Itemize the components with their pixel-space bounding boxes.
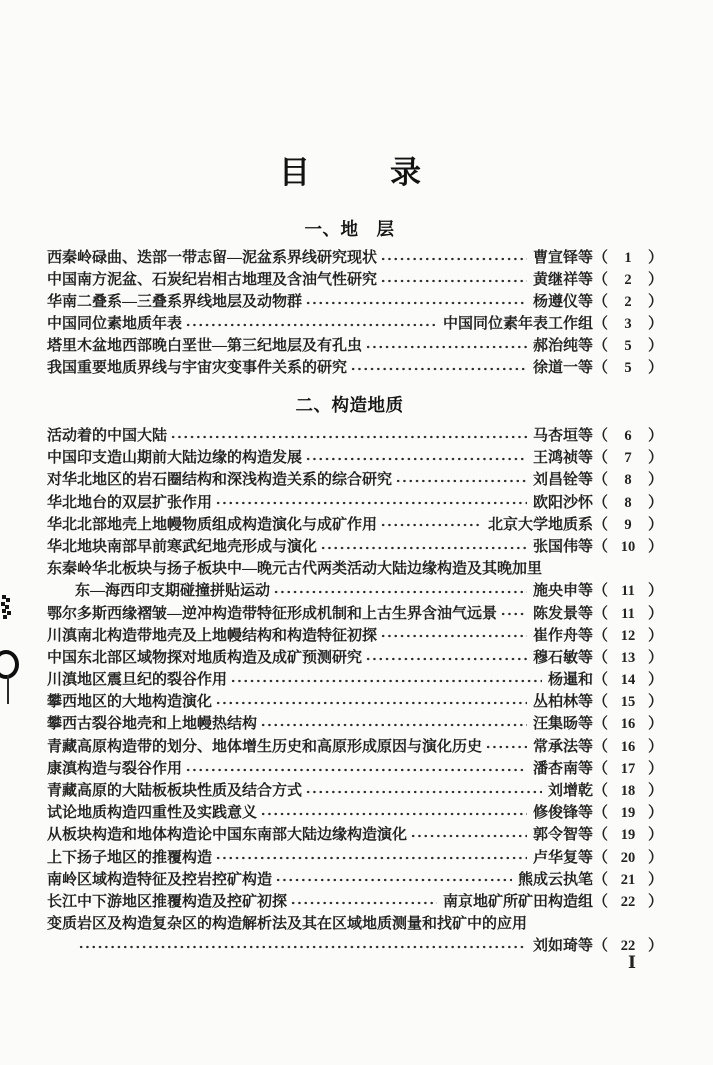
toc-entry xyxy=(47,269,663,291)
dot-leader xyxy=(365,647,527,669)
paren-open-icon: （ xyxy=(593,649,609,666)
paren-close-icon: ） xyxy=(647,294,663,310)
entry-page xyxy=(593,357,663,379)
entry-title: 川滇地区震旦纪的裂谷作用 xyxy=(47,672,228,689)
page-title-char-left: 目 xyxy=(279,155,310,190)
page-number: 22 xyxy=(620,893,636,910)
entry-page xyxy=(593,514,663,536)
dot-leader xyxy=(305,780,542,802)
page-number: 19 xyxy=(620,827,636,844)
entry-page xyxy=(593,824,663,846)
entry-title: 我国重要地质界线与宇宙灾变事件关系的研究 xyxy=(47,360,348,376)
page-number: 18 xyxy=(620,783,636,799)
toc-entry xyxy=(47,558,663,580)
toc-entry xyxy=(47,869,663,891)
entry-author: 北京大学地质系 xyxy=(487,516,593,533)
page-number: 15 xyxy=(620,694,636,711)
paren-open-icon: （ xyxy=(593,938,609,955)
entry-title: 试论地质构造四重性及实践意义 xyxy=(47,805,258,822)
paren-close-icon: ） xyxy=(647,760,663,777)
dot-leader xyxy=(215,492,527,514)
page-number: 19 xyxy=(620,805,636,822)
dot-leader xyxy=(275,869,512,891)
entry-page xyxy=(593,713,663,735)
toc-entry xyxy=(47,713,663,735)
paren-close-icon: ） xyxy=(647,250,663,266)
paren-close-icon: ） xyxy=(647,893,663,910)
paren-close-icon: ） xyxy=(647,472,663,489)
paren-open-icon: （ xyxy=(593,849,609,866)
entry-title: 东—海西印支期碰撞拼贴运动 xyxy=(75,583,271,600)
entry-author: 黄继祥等 xyxy=(532,272,593,288)
entry-page xyxy=(593,647,663,669)
entry-page xyxy=(593,736,663,758)
paren-open-icon: （ xyxy=(593,294,609,310)
page-number: 22 xyxy=(620,938,636,955)
entry-author: 汪集旸等 xyxy=(532,716,593,733)
paren-close-icon: ） xyxy=(647,272,663,288)
entry-author: 王鸿祯等 xyxy=(532,450,593,467)
entry-title: 中国东北部区域物探对地质构造及成矿预测研究 xyxy=(47,649,363,666)
dot-leader xyxy=(78,935,527,957)
entry-author: 杨遵仪等 xyxy=(532,294,593,310)
paren-close-icon: ） xyxy=(647,360,663,376)
entry-title: 活动着的中国大陆 xyxy=(47,428,168,444)
folio-page-number: I xyxy=(628,953,636,973)
dot-leader xyxy=(185,313,437,335)
page-number: 6 xyxy=(624,428,632,444)
dot-leader xyxy=(365,335,527,357)
entry-title: 中国印支造山期前大陆边缘的构造发展 xyxy=(47,450,303,467)
entry-list-tectonics xyxy=(47,425,663,958)
dot-leader xyxy=(260,713,527,735)
dot-leader xyxy=(170,425,527,447)
page-number: 1 xyxy=(624,250,632,266)
page-number: 11 xyxy=(621,583,635,600)
page-number: 17 xyxy=(620,760,636,777)
paren-close-icon: ） xyxy=(647,871,663,888)
paren-open-icon: （ xyxy=(593,272,609,288)
toc-entry xyxy=(47,847,663,869)
page-number: 20 xyxy=(620,849,636,866)
page-number: 7 xyxy=(624,450,632,467)
entry-author: 郝治纯等 xyxy=(532,338,593,354)
entry-title: 鄂尔多斯西缘褶皱—逆冲构造带特征形成机制和上古生界含油气远景 xyxy=(47,605,498,622)
entry-title: 攀西地区的大地构造演化 xyxy=(47,694,213,711)
paren-open-icon: （ xyxy=(593,250,609,266)
entry-author: 施央申等 xyxy=(532,583,593,600)
entry-page xyxy=(593,580,663,602)
paren-open-icon: （ xyxy=(593,871,609,888)
paren-open-icon: （ xyxy=(593,805,609,822)
paren-close-icon: ） xyxy=(647,605,663,622)
toc-entry xyxy=(47,580,663,602)
section-heading-stratigraphy: 一、地 层 xyxy=(304,219,395,239)
entry-author: 徐道一等 xyxy=(532,360,593,376)
paren-open-icon: （ xyxy=(593,428,609,444)
toc-entry xyxy=(47,425,663,447)
paren-close-icon: ） xyxy=(647,849,663,866)
entry-title: 东秦岭华北板块与扬子板块中—晚元古代两类活动大陆边缘构造及其晚加里 xyxy=(47,561,543,578)
page-number: 8 xyxy=(624,494,632,511)
entry-title: 长江中下游地区推覆构造及控矿初探 xyxy=(47,893,288,910)
entry-title: 塔里木盆地西部晚白垩世—第三纪地层及有孔虫 xyxy=(47,338,363,354)
paren-close-icon: ） xyxy=(647,649,663,666)
dot-leader xyxy=(305,291,527,313)
toc-entry xyxy=(47,736,663,758)
entry-page xyxy=(593,758,663,780)
page-number: 3 xyxy=(624,316,632,332)
entry-page xyxy=(593,780,663,802)
paren-close-icon: ） xyxy=(647,450,663,467)
paren-open-icon: （ xyxy=(593,360,609,376)
toc-entry xyxy=(47,647,663,669)
paren-open-icon: （ xyxy=(593,738,609,755)
page-number: 11 xyxy=(621,605,635,622)
page-number: 16 xyxy=(620,738,636,755)
toc-entry xyxy=(47,492,663,514)
toc-entry xyxy=(47,335,663,357)
paren-close-icon: ） xyxy=(647,627,663,644)
entry-title: 南岭区域构造特征及控岩控矿构造 xyxy=(47,871,273,888)
toc-entry xyxy=(47,291,663,313)
entry-author: 杨暹和 xyxy=(547,672,593,689)
entry-author: 南京地矿所矿田构造组 xyxy=(442,893,593,910)
paren-close-icon: ） xyxy=(647,738,663,755)
paren-open-icon: （ xyxy=(593,450,609,467)
page-number: 14 xyxy=(620,672,636,689)
entry-page xyxy=(593,691,663,713)
entry-author: 修俊锋等 xyxy=(532,805,593,822)
dot-leader xyxy=(500,603,527,625)
paren-open-icon: （ xyxy=(593,472,609,489)
entry-author: 曹宣铎等 xyxy=(532,250,593,266)
entry-author: 刘如琦等 xyxy=(532,938,593,955)
toc-entry xyxy=(47,691,663,713)
entry-title: 康滇构造与裂谷作用 xyxy=(47,760,183,777)
entry-author: 崔作舟等 xyxy=(532,627,593,644)
dot-leader xyxy=(230,669,542,691)
entry-page xyxy=(593,291,663,313)
toc-entry xyxy=(47,758,663,780)
dot-leader xyxy=(395,469,527,491)
toc-entry xyxy=(47,469,663,491)
dot-leader xyxy=(380,514,482,536)
page-title-char-right: 录 xyxy=(390,155,421,190)
page-number: 21 xyxy=(620,871,636,888)
entry-page xyxy=(593,247,663,269)
entry-title: 上下扬子地区的推覆构造 xyxy=(47,849,213,866)
paren-close-icon: ） xyxy=(647,938,663,955)
paren-open-icon: （ xyxy=(593,893,609,910)
entry-page xyxy=(593,891,663,913)
section-heading-tectonics: 二、构造地质 xyxy=(295,395,404,415)
page-number: 2 xyxy=(624,272,632,288)
page-number: 9 xyxy=(624,516,632,533)
entry-author: 常承法等 xyxy=(532,738,593,755)
entry-author: 潘杏南等 xyxy=(532,760,593,777)
entry-page xyxy=(593,447,663,469)
paren-open-icon: （ xyxy=(593,605,609,622)
entry-page xyxy=(593,313,663,335)
paren-close-icon: ） xyxy=(647,494,663,511)
paren-open-icon: （ xyxy=(593,538,609,555)
entry-author: 丛柏林等 xyxy=(532,694,593,711)
paren-open-icon: （ xyxy=(593,783,609,799)
paren-open-icon: （ xyxy=(593,760,609,777)
paren-close-icon: ） xyxy=(647,672,663,689)
entry-author: 刘增乾 xyxy=(547,783,593,799)
dot-leader xyxy=(380,269,527,291)
entry-page xyxy=(593,469,663,491)
page-number: 10 xyxy=(620,538,636,555)
toc-entry xyxy=(47,313,663,335)
dot-leader xyxy=(185,758,527,780)
entry-author: 刘昌铨等 xyxy=(532,472,593,489)
paren-open-icon: （ xyxy=(593,338,609,354)
paren-close-icon: ） xyxy=(647,694,663,711)
section-stratigraphy xyxy=(0,220,713,379)
entry-page xyxy=(593,847,663,869)
dot-leader xyxy=(320,536,527,558)
toc-entry xyxy=(47,891,663,913)
paren-open-icon: （ xyxy=(593,827,609,844)
paren-open-icon: （ xyxy=(593,716,609,733)
entry-title: 中国同位素地质年表 xyxy=(47,316,183,332)
entry-title: 从板块构造和地体构造论中国东南部大陆边缘构造演化 xyxy=(47,827,408,844)
toc-entry xyxy=(47,536,663,558)
entry-title: 中国南方泥盆、石炭纪岩相古地理及含油气性研究 xyxy=(47,272,378,288)
toc-entry xyxy=(47,935,663,957)
section-tectonics xyxy=(0,396,713,958)
entry-author: 张国伟等 xyxy=(532,538,593,555)
entry-page xyxy=(593,869,663,891)
paren-close-icon: ） xyxy=(647,805,663,822)
dot-leader xyxy=(350,357,527,379)
page-number: 16 xyxy=(620,716,636,733)
entry-title: 青藏高原的大陆板板块性质及结合方式 xyxy=(47,783,303,799)
dot-leader xyxy=(380,625,527,647)
dot-leader xyxy=(215,847,527,869)
entry-page xyxy=(593,335,663,357)
toc-entry xyxy=(47,603,663,625)
page-number: 8 xyxy=(624,472,632,489)
entry-page xyxy=(593,269,663,291)
entry-author: 欧阳沙怀 xyxy=(532,494,593,511)
dot-leader xyxy=(290,891,437,913)
dot-leader xyxy=(305,447,527,469)
dot-leader xyxy=(273,580,527,602)
page-number: 5 xyxy=(624,338,632,354)
paren-close-icon: ） xyxy=(647,583,663,600)
page-number: 13 xyxy=(620,649,636,666)
entry-author: 穆石敏等 xyxy=(532,649,593,666)
paren-close-icon: ） xyxy=(647,783,663,799)
toc-entry xyxy=(47,447,663,469)
dot-leader xyxy=(260,802,527,824)
dot-leader xyxy=(485,736,527,758)
toc-entry xyxy=(47,625,663,647)
paren-open-icon: （ xyxy=(593,672,609,689)
entry-title: 对华北地区的岩石圈结构和深浅构造关系的综合研究 xyxy=(47,472,393,489)
entry-page xyxy=(593,492,663,514)
entry-title: 青藏高原构造带的划分、地体增生历史和高原形成原因与演化历史 xyxy=(47,738,483,755)
page-number: 2 xyxy=(624,294,632,310)
entry-author: 陈发景等 xyxy=(532,605,593,622)
entry-list-stratigraphy xyxy=(47,247,663,379)
entry-page xyxy=(593,625,663,647)
paren-close-icon: ） xyxy=(647,716,663,733)
entry-page xyxy=(593,603,663,625)
paren-open-icon: （ xyxy=(593,694,609,711)
paren-close-icon: ） xyxy=(647,538,663,555)
entry-page xyxy=(593,802,663,824)
entry-author: 熊成云执笔 xyxy=(517,871,593,888)
toc-entry xyxy=(47,802,663,824)
paren-open-icon: （ xyxy=(593,516,609,533)
entry-title: 川滇南北构造带地壳及上地幔结构和构造特征初探 xyxy=(47,627,378,644)
entry-author: 中国同位素年表工作组 xyxy=(442,316,593,332)
toc-entry xyxy=(47,824,663,846)
page-number: 12 xyxy=(620,627,636,644)
paren-close-icon: ） xyxy=(647,428,663,444)
toc-entry xyxy=(47,669,663,691)
entry-title: 华南二叠系—三叠系界线地层及动物群 xyxy=(47,294,303,310)
paren-open-icon: （ xyxy=(593,494,609,511)
entry-page xyxy=(593,536,663,558)
paren-close-icon: ） xyxy=(647,827,663,844)
entry-title: 西秦岭碌曲、迭部一带志留—泥盆系界线研究现状 xyxy=(47,250,378,266)
entry-title: 华北地台的双层扩张作用 xyxy=(47,494,213,511)
dot-leader xyxy=(215,691,527,713)
paren-close-icon: ） xyxy=(647,338,663,354)
scan-artifact-mark xyxy=(0,594,12,620)
page-title xyxy=(0,155,713,191)
paren-close-icon: ） xyxy=(647,516,663,533)
paren-close-icon: ） xyxy=(647,316,663,332)
entry-author: 郭令智等 xyxy=(532,827,593,844)
entry-author: 马杏垣等 xyxy=(532,428,593,444)
entry-page xyxy=(593,669,663,691)
paren-open-icon: （ xyxy=(593,627,609,644)
paren-open-icon: （ xyxy=(593,316,609,332)
entry-title: 华北地块南部早前寒武纪地壳形成与演化 xyxy=(47,538,318,555)
dot-leader xyxy=(410,824,527,846)
entry-title: 变质岩区及构造复杂区的构造解析法及其在区域地质测量和找矿中的应用 xyxy=(47,916,528,933)
paren-open-icon: （ xyxy=(593,583,609,600)
toc-entry xyxy=(47,247,663,269)
entry-title: 攀西古裂谷地壳和上地幔热结构 xyxy=(47,716,258,733)
scan-artifact-line xyxy=(7,675,9,704)
dot-leader xyxy=(380,247,527,269)
toc-entry xyxy=(47,913,663,935)
entry-title: 华北北部地壳上地幔物质组成构造演化与成矿作用 xyxy=(47,516,378,533)
entry-page xyxy=(593,425,663,447)
toc-entry xyxy=(47,357,663,379)
toc-entry xyxy=(47,780,663,802)
page-number: 5 xyxy=(624,360,632,376)
toc-entry xyxy=(47,514,663,536)
entry-author: 卢华复等 xyxy=(532,849,593,866)
